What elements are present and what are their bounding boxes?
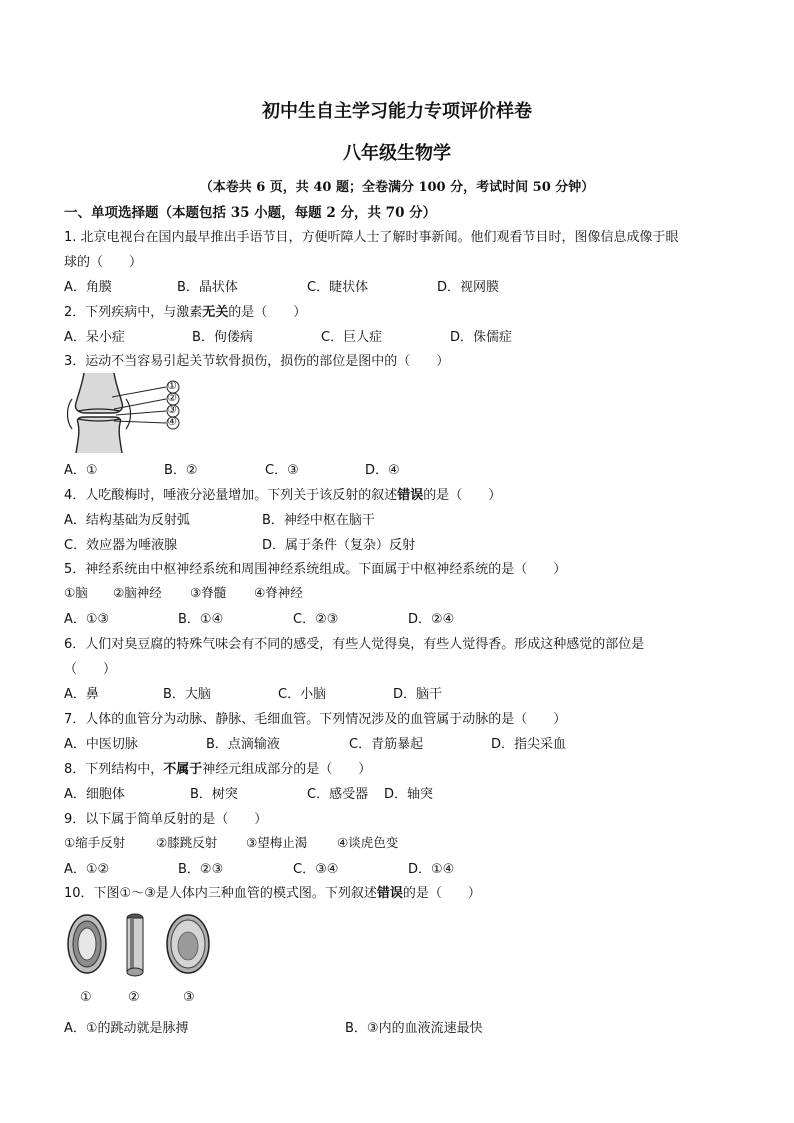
question-4-emphasis: 错误	[397, 488, 424, 503]
question-2-options	[0, 326, 794, 344]
question-5-options	[0, 608, 794, 626]
figure-label-4: ④	[167, 415, 177, 428]
question-9-options	[0, 858, 794, 876]
option-b[interactable]: B．树突	[190, 787, 238, 802]
option-c[interactable]: C．小脑	[278, 687, 327, 702]
item-3: ③望梅止渴	[246, 835, 308, 850]
option-c[interactable]: C．③④	[293, 862, 339, 877]
option-a[interactable]: A．细胞体	[64, 787, 125, 802]
option-b[interactable]: B．①④	[178, 612, 224, 627]
item-2: ②膝跳反射	[156, 835, 218, 850]
option-a[interactable]: A．①	[64, 463, 98, 478]
option-b[interactable]: B．②	[164, 463, 198, 478]
blood-vessel-labels	[0, 990, 794, 1008]
question-2-emphasis: 无关	[202, 305, 229, 320]
option-a[interactable]: A．鼻	[64, 687, 99, 702]
exam-note: （本卷共 6 页，共 40 题；全卷满分 100 分，考试时间 50 分钟）	[199, 180, 595, 195]
option-a[interactable]: A．①②	[64, 862, 110, 877]
question-2-stem	[64, 301, 306, 320]
question-10-stem	[64, 882, 481, 901]
option-a[interactable]: A．①的跳动就是脉搏	[64, 1021, 189, 1036]
option-d[interactable]: D．侏儒症	[450, 330, 513, 345]
knee-joint-diagram	[66, 373, 206, 453]
question-8-emphasis: 不属于	[163, 762, 203, 777]
question-6-options	[0, 683, 794, 701]
option-d[interactable]: D．①④	[408, 862, 455, 877]
vessel-label-1: ①	[80, 990, 92, 1005]
option-a[interactable]: A．①③	[64, 612, 110, 627]
knee-joint-figure	[66, 373, 206, 453]
option-b[interactable]: B．②③	[178, 862, 224, 877]
option-a[interactable]: A．呆小症	[64, 330, 125, 345]
option-b[interactable]: B．神经中枢在脑干	[262, 513, 375, 528]
option-c[interactable]: C．②③	[293, 612, 339, 627]
question-7-stem: 7．人体的血管分为动脉、静脉、毛细血管。下列情况涉及的血管属于动脉的是（ ）	[64, 712, 567, 727]
option-b[interactable]: B．晶状体	[177, 280, 238, 295]
question-8-post: 神经元组成部分的是（ ）	[202, 762, 372, 777]
question-7-options	[0, 733, 794, 751]
figure-label-3: ③	[167, 403, 177, 416]
question-4-pre: 4．人吃酸梅时，唾液分泌量增加。下列关于该反射的叙述	[64, 488, 398, 503]
option-c[interactable]: C．巨人症	[321, 330, 383, 345]
item-3: ③脊髓	[190, 585, 227, 600]
option-c[interactable]: C．效应器为唾液腺	[64, 538, 178, 553]
item-4: ④谈虎色变	[337, 835, 399, 850]
question-5-items	[0, 583, 794, 601]
option-a[interactable]: A．结构基础为反射弧	[64, 513, 190, 528]
question-10-post: 的是（ ）	[402, 886, 481, 901]
option-c[interactable]: C．青筋暴起	[349, 737, 424, 752]
option-b[interactable]: B．点滴输液	[206, 737, 280, 752]
option-d[interactable]: D．属于条件（复杂）反射	[262, 538, 416, 553]
question-8-pre: 8．下列结构中，	[64, 762, 164, 777]
figure-label-1: ①	[167, 379, 177, 392]
question-6-line1: 6．人们对臭豆腐的特殊气味会有不同的感受，有些人觉得臭，有些人觉得香。形成这种感觉的部位是	[64, 637, 645, 652]
question-2-pre: 2．下列疾病中，与激素	[64, 305, 203, 320]
option-a[interactable]: A．中医切脉	[64, 737, 138, 752]
option-d[interactable]: D．④	[365, 463, 400, 478]
question-2-post: 的是（ ）	[228, 305, 307, 320]
question-4-post: 的是（ ）	[423, 488, 502, 503]
question-6-line2: （ ）	[64, 662, 117, 677]
exam-title: 初中生自主学习能力专项评价样卷	[262, 101, 532, 122]
question-8-options	[0, 783, 794, 801]
option-c[interactable]: C．③	[265, 463, 299, 478]
question-1-line2: 球的（ ）	[64, 255, 143, 270]
item-1: ①脑	[64, 585, 88, 600]
option-d[interactable]: D．视网膜	[437, 280, 500, 295]
option-d[interactable]: D．②④	[408, 612, 455, 627]
option-a[interactable]: A．角膜	[64, 280, 112, 295]
vessel-label-2: ②	[128, 990, 140, 1005]
question-10-pre: 10．下图①～③是人体内三种血管的模式图。下列叙述	[64, 886, 377, 901]
item-4: ④脊神经	[254, 585, 303, 600]
question-4-options-row2	[0, 534, 794, 552]
option-d[interactable]: D．轴突	[384, 787, 434, 802]
blood-vessel-figure	[64, 910, 214, 980]
figure-label-2: ②	[167, 391, 177, 404]
question-4-stem	[64, 484, 501, 503]
vessel-label-3: ③	[183, 990, 195, 1005]
exam-subtitle: 八年级生物学	[343, 143, 451, 164]
question-3-stem: 3．运动不当容易引起关节软骨损伤，损伤的部位是图中的（ ）	[64, 354, 450, 369]
question-10-emphasis: 错误	[376, 886, 403, 901]
question-1-line1: 1. 北京电视台在国内最早推出手语节目，方便听障人士了解时事新闻。他们观看节目时，图像信息成像于眼	[64, 230, 679, 245]
question-3-options	[0, 459, 794, 477]
option-c[interactable]: C．感受器	[307, 787, 369, 802]
item-1: ①缩手反射	[64, 835, 126, 850]
item-2: ②脑神经	[113, 585, 162, 600]
option-b[interactable]: B．③内的血液流速最快	[345, 1021, 483, 1036]
option-c[interactable]: C．睫状体	[307, 280, 369, 295]
blood-vessels-diagram	[64, 910, 214, 980]
question-1-options	[0, 276, 794, 294]
section-heading: 一、单项选择题（本题包括 35 小题，每题 2 分，共 70 分）	[64, 205, 437, 221]
question-9-stem: 9．以下属于简单反射的是（ ）	[64, 812, 268, 827]
question-9-items	[0, 833, 794, 851]
question-5-stem: 5．神经系统由中枢神经系统和周围神经系统组成。下面属于中枢神经系统的是（ ）	[64, 562, 567, 577]
option-b[interactable]: B．佝偻病	[192, 330, 253, 345]
question-10-options	[0, 1017, 794, 1035]
option-d[interactable]: D．脑干	[393, 687, 443, 702]
question-8-stem	[64, 758, 371, 777]
option-b[interactable]: B．大脑	[163, 687, 211, 702]
option-d[interactable]: D．指尖采血	[491, 737, 567, 752]
question-4-options-row1	[0, 509, 794, 527]
